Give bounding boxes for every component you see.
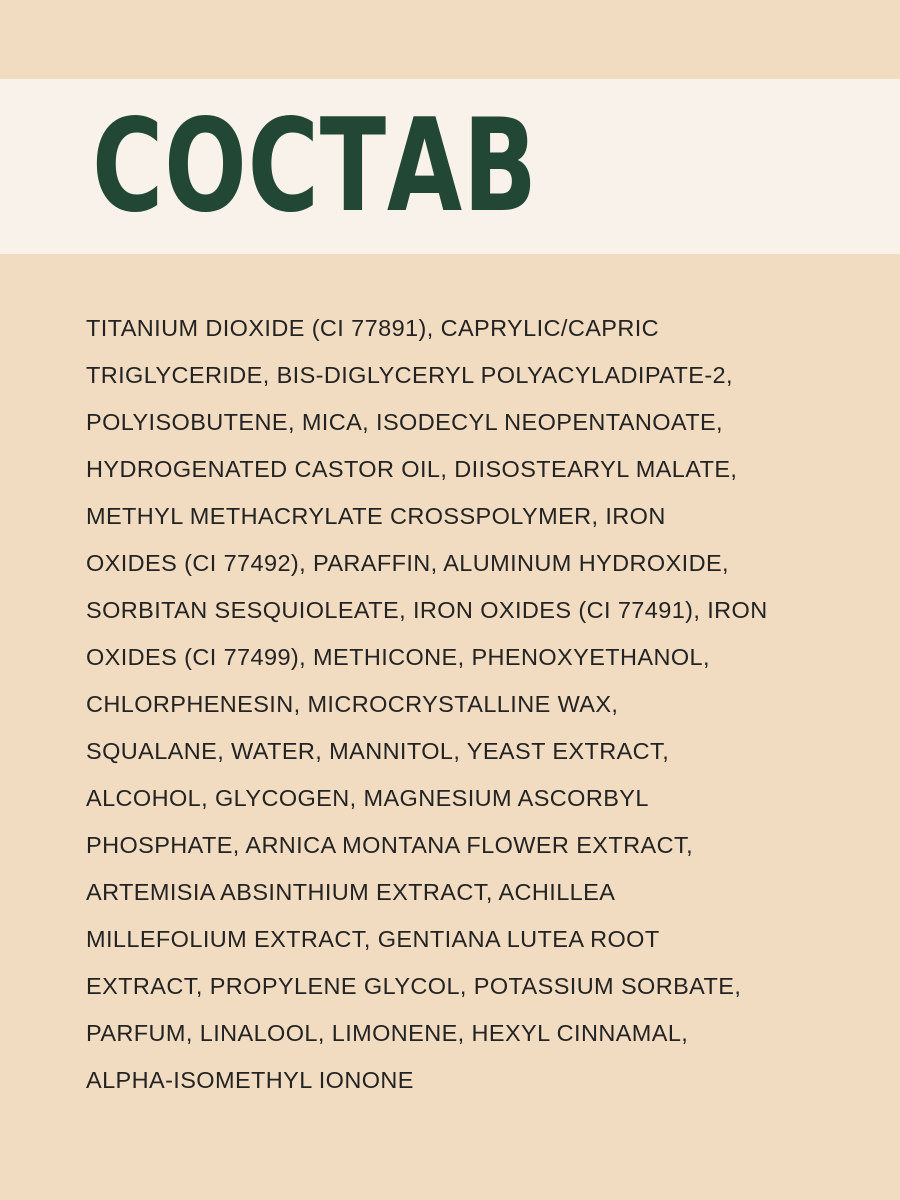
ingredient-line: TRIGLYCERIDE, BIS-DIGLYCERYL POLYACYLADIPATE-2, [86,362,733,388]
ingredients-list [86,305,866,1104]
page-title: СОСТАВ [92,92,538,241]
ingredient-line: SQUALANE, WATER, MANNITOL, YEAST EXTRACT, [86,738,670,764]
ingredient-line: PHOSPHATE, ARNICA MONTANA FLOWER EXTRACT, [86,832,694,858]
ingredient-line: CHLORPHENESIN, MICROCRYSTALLINE WAX, [86,691,619,717]
ingredient-line: EXTRACT, PROPYLENE GLYCOL, POTASSIUM SORBATE, [86,973,742,999]
ingredient-line: ARTEMISIA ABSINTHIUM EXTRACT, ACHILLEA [86,879,616,905]
ingredient-line: HYDROGENATED CASTOR OIL, DIISOSTEARYL MALATE, [86,456,738,482]
ingredient-line: OXIDES (CI 77492), PARAFFIN, ALUMINUM HYDROXIDE, [86,550,729,576]
ingredient-line: METHYL METHACRYLATE CROSSPOLYMER, IRON [86,503,666,529]
ingredient-line: ALPHA-ISOMETHYL IONONE [86,1067,414,1093]
ingredient-line: OXIDES (CI 77499), METHICONE, PHENOXYETHANOL, [86,644,710,670]
ingredient-line: ALCOHOL, GLYCOGEN, MAGNESIUM ASCORBYL [86,785,649,811]
ingredient-line: PARFUM, LINALOOL, LIMONENE, HEXYL CINNAMAL, [86,1020,689,1046]
ingredient-line: MILLEFOLIUM EXTRACT, GENTIANA LUTEA ROOT [86,926,660,952]
ingredient-line: SORBITAN SESQUIOLEATE, IRON OXIDES (CI 77491), IRON [86,597,768,623]
ingredient-line: TITANIUM DIOXIDE (CI 77891), CAPRYLIC/CAPRIC [86,315,660,341]
ingredient-line: POLYISOBUTENE, MICA, ISODECYL NEOPENTANOATE, [86,409,723,435]
